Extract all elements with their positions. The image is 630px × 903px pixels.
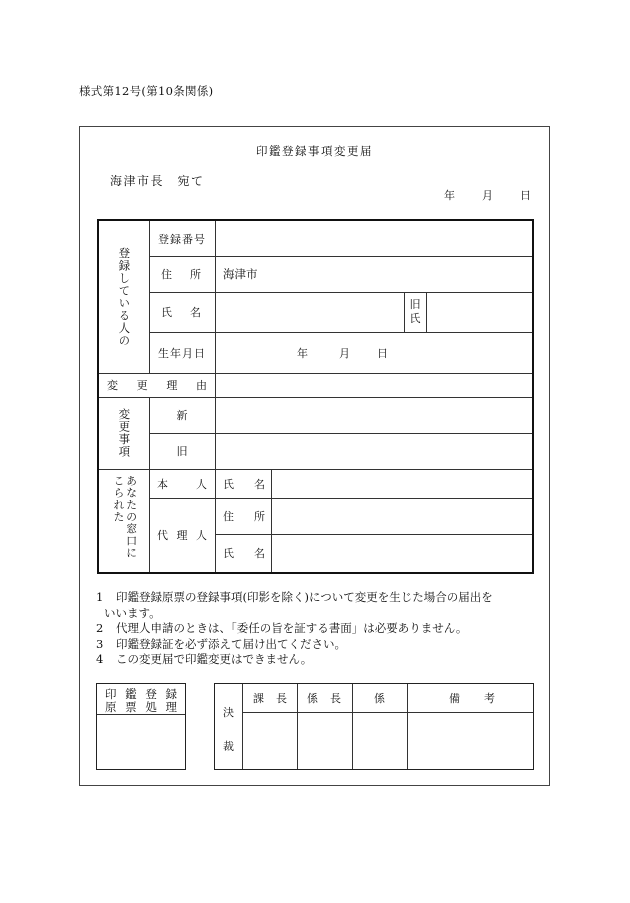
self-name-label: 氏 名 (223, 477, 265, 491)
subsection-chief-stamp[interactable] (298, 713, 352, 769)
change-reason-field[interactable] (215, 373, 532, 397)
note-item: 2 代理人申請のときは、「委任の旨を証する書面」は必要ありません。 (96, 621, 468, 635)
agent-name-label: 氏 名 (223, 547, 265, 560)
notes-list (96, 590, 556, 668)
old-label: 旧 (176, 445, 188, 458)
addressee: 海津市長 宛て (110, 174, 205, 188)
staff-header: 係 (374, 692, 385, 705)
change-reason-label: 変 更 理 由 (107, 379, 207, 392)
processing-stamp-area[interactable] (97, 715, 185, 769)
birth-year-label: 年 (297, 346, 308, 360)
birth-day-label: 日 (377, 346, 388, 360)
remarks-header: 備 考 (449, 692, 495, 705)
agent-name-field[interactable] (271, 534, 532, 572)
note-item: 1 印鑑登録原票の登録事項(印影を除く)について変更を生じた場合の届出を (96, 590, 493, 604)
approval-box (214, 683, 534, 770)
processing-box (96, 683, 186, 770)
former-name-field[interactable] (426, 292, 532, 332)
name-label: 氏 名 (161, 306, 201, 319)
old-field[interactable] (215, 433, 532, 469)
staff-stamp[interactable] (353, 713, 407, 769)
self-label: 本 人 (157, 477, 207, 491)
birth-label: 生年月日 (158, 346, 206, 360)
approval-label: 決 裁 (223, 706, 234, 753)
agent-address-label: 住 所 (223, 510, 265, 523)
remarks-field[interactable] (408, 713, 533, 769)
note-item: いいます。 (104, 605, 161, 620)
processing-line-2: 原 票 処 理 (105, 700, 177, 714)
address-label: 住 所 (161, 268, 201, 281)
form-title: 印鑑登録事項変更届 (256, 144, 373, 158)
registered-person-group-label: 登録している人の (117, 247, 132, 347)
address-field[interactable]: 海津市 (223, 267, 258, 281)
birth-field[interactable] (215, 332, 532, 373)
date-month-label: 月 (482, 189, 493, 202)
note-item: 3 印鑑登録証を必ず添えて届け出てください。 (96, 636, 346, 651)
form-number: 様式第12号(第10条関係) (79, 84, 214, 98)
birth-month-label: 月 (339, 346, 350, 360)
section-chief-stamp[interactable] (243, 713, 297, 769)
agent-label: 代 理 人 (157, 529, 207, 542)
name-field[interactable] (215, 292, 404, 332)
new-label: 新 (176, 409, 188, 422)
agent-address-field[interactable] (271, 498, 532, 534)
change-items-group-label: 変更事項 (117, 408, 132, 458)
section-chief-header: 課 長 (253, 692, 287, 705)
new-field[interactable] (215, 397, 532, 433)
date-day-label: 日 (520, 189, 531, 202)
subsection-chief-header: 係 長 (307, 692, 341, 705)
main-table (97, 219, 534, 574)
self-name-field[interactable] (271, 469, 532, 498)
former-name-label: 旧 氏 (409, 298, 421, 325)
visitor-group-label: あなたの窓口にこられた (112, 474, 138, 559)
reg-number-label: 登録番号 (158, 232, 206, 246)
date-year-label: 年 (444, 189, 455, 202)
reg-number-field[interactable] (215, 221, 532, 256)
processing-line-1: 印 鑑 登 録 (105, 687, 177, 701)
note-item: 4 この変更届で印鑑変更はできません。 (96, 652, 313, 666)
